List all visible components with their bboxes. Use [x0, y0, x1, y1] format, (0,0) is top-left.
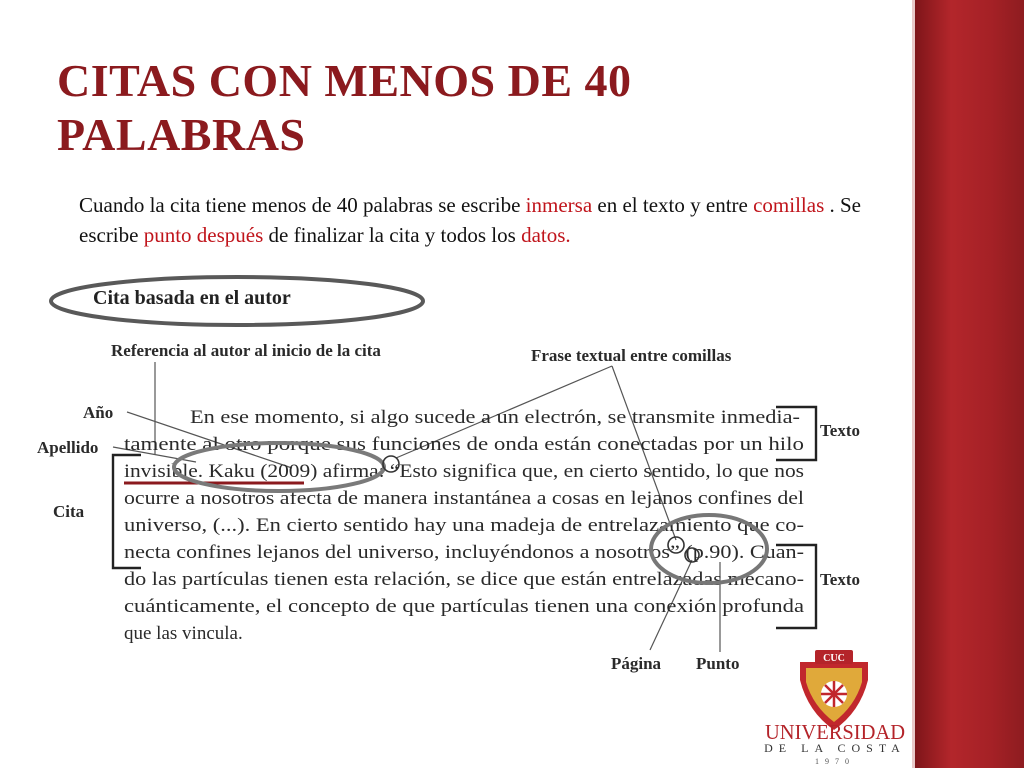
sidebar-edge [912, 0, 915, 768]
intro-text-3: . Se escribe [79, 193, 861, 247]
intro-highlight-datos: datos. [521, 223, 571, 247]
text-line: cuánticamente, el concepto de que partículas tienen una conexión profunda [124, 596, 805, 617]
logo-subname: DE LA COSTA [764, 741, 906, 755]
figure-heading: Cita basada en el autor [93, 287, 291, 309]
text-line: tamente al otro porque sus funciones de onda están conectadas por un hilo [124, 434, 804, 455]
label-texto-bottom: Texto [820, 570, 860, 589]
label-punto: Punto [696, 654, 740, 673]
intro-highlight-inmersa: inmersa [525, 193, 593, 217]
text-line: ocurre a nosotros afecta de manera instantánea a cosas en lejanos confines del [124, 488, 804, 509]
text-line: do las partículas tienen esta relación, se dice que están entrelazadas mecano- [124, 569, 804, 590]
highlight-marks [51, 277, 767, 583]
label-referencia: Referencia al autor al inicio de la cita [111, 341, 381, 360]
label-apellido: Apellido [37, 438, 99, 457]
intro-highlight-comillas: comillas [753, 193, 825, 217]
intro-text-4: de finalizar la cita y todos los [263, 223, 522, 247]
logo-badge-text: CUC [823, 653, 845, 664]
university-logo [764, 650, 906, 766]
intro-text-2: en el texto y entre [592, 193, 754, 217]
text-line: invisible. Kaku (2009) afirma: “Esto significa que, en cierto sentido, lo que nos [124, 461, 805, 482]
label-pagina: Página [611, 654, 662, 673]
intro-text-1: Cuando la cita tiene menos de 40 palabras se escribe [79, 193, 526, 217]
title-line-2: PALABRAS [57, 109, 306, 160]
text-line: universo, (...). En cierto sentido hay una madeja de entrelazamiento que co- [124, 515, 804, 536]
label-texto-top: Texto [820, 421, 860, 440]
label-anio: Año [83, 403, 114, 422]
text-line: necta confines lejanos del universo, incluyéndonos a nosotros” (p.90). Cuan- [124, 542, 804, 563]
logo-name: UNIVERSIDAD [765, 720, 905, 744]
intro-highlight-punto: punto después [143, 223, 264, 247]
text-line: que las vincula. [124, 623, 243, 644]
label-frase-textual: Frase textual entre comillas [531, 346, 732, 365]
decorative-sidebar [912, 0, 1024, 768]
logo-year: 1970 [815, 757, 855, 766]
text-line: En ese momento, si algo sucede a un electrón, se transmite inmedia- [190, 407, 800, 428]
quote-text-block [124, 407, 805, 644]
title-line-1: CITAS CON MENOS DE 40 [57, 55, 632, 106]
label-cita: Cita [53, 502, 85, 521]
